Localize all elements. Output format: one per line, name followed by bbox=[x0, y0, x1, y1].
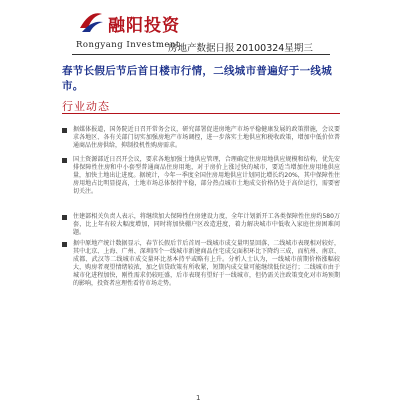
news-item bbox=[62, 156, 340, 196]
headline: 春节长假后节后首日楼市行情，二线城市普遍好于一线城市。 bbox=[62, 65, 332, 92]
logo-mark-icon bbox=[78, 8, 104, 34]
news-item-text: 据中原地产统计数据显示，春节长假后节后首周一线城市成交量明显回落，二线城市表现相对较好，其中北京、上海、广州、深圳四个一线城市新建商品住宅成交面积环比下降约三成，而杭州、南京、成都、武汉等二线城市成交量环比基本持平或略有上升。分析人士认为，一线城市前期价格涨幅较大，购房者观望情绪较浓，加之信贷政策有所收紧，短期内成交量可能继续低位运行；二线城市由于城市化进程加快，刚性需求仍较旺盛，后市表现有望好于一线城市，但仍需关注政策变化对市场预期的影响，投资者应理性看待市场走势。 bbox=[73, 240, 340, 288]
report-header bbox=[72, 38, 330, 55]
company-logo bbox=[78, 6, 248, 36]
section-title: 行业动态 bbox=[62, 100, 110, 113]
bullet-icon bbox=[62, 128, 67, 133]
news-item-text: 据媒体报道，国务院近日召开常务会议，研究部署促进房地产市场平稳健康发展的政策措施，会议要求各地区、各有关部门切实加强房地产市场调控，进一步落实土地供应和税收政策，增加中低价位普通商品住房供给，抑制投机性购房需求。 bbox=[73, 126, 340, 150]
section-divider bbox=[62, 113, 340, 114]
bullet-icon bbox=[62, 158, 67, 163]
company-english-name: Rongyang Investment bbox=[76, 40, 180, 50]
bullet-icon bbox=[62, 215, 67, 220]
page-number: 1 bbox=[196, 394, 201, 402]
news-item bbox=[62, 126, 340, 150]
news-item-text: 国土资源部近日召开会议，要求各地加强土地供应管理，合理确定住房用地供应规模和结构，优先安排保障性住房和中小套型普通商品住房用地，对于房价上涨过快的城市，要适当增加住房用地供应量，加快土地出让进度。据统计，今年一季度全国住房用地供应计划同比增长约20%，其中保障性住房用地占比明显提高，土地市场总体保持平稳，部分热点城市土地成交价格仍处于高位运行，需要密切关注。 bbox=[73, 156, 340, 196]
bullet-icon bbox=[62, 242, 67, 247]
news-item bbox=[62, 213, 340, 237]
logo-text: 融阳投资 bbox=[108, 16, 180, 36]
report-type: 房地产数据日报 bbox=[168, 43, 235, 54]
news-item bbox=[62, 240, 340, 289]
report-date: 20100324星期三 bbox=[236, 43, 313, 54]
news-item-text: 住建部相关负责人表示，将继续加大保障性住房建设力度，全年计划新开工各类保障性住房约580万套，比上年有较大幅度增加，同时将加快棚户区改造进度，着力解决城市中低收入家庭住房困难问题。 bbox=[73, 213, 340, 237]
